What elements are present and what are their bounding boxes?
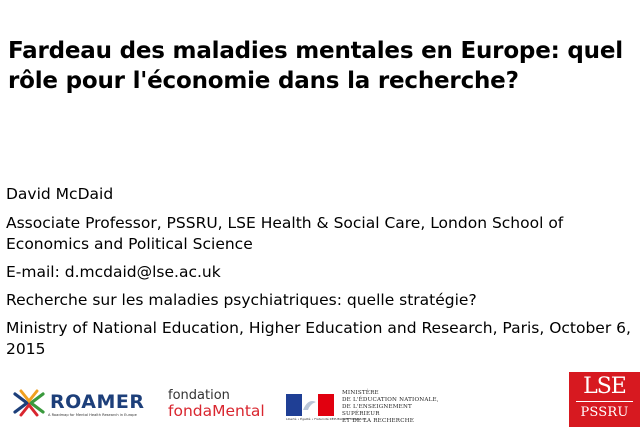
- author-email: E-mail: d.mcdaid@lse.ac.uk: [6, 263, 221, 281]
- lse-divider: [576, 401, 633, 402]
- french-flag-icon: [286, 394, 334, 416]
- ministry-name: [342, 390, 451, 425]
- ministry-logo: [286, 390, 451, 422]
- ministry-line2: DE L'ÉDUCATION NATIONALE,: [342, 397, 439, 403]
- slide-title-line2: rôle pour l'économie dans la recherche?: [8, 68, 519, 94]
- ministry-line4: ET DE LA RECHERCHE: [342, 418, 415, 424]
- roamer-tagline: A Roadmap for Mental Health Research in Europe: [48, 413, 137, 417]
- conference-title: Recherche sur les maladies psychiatriques: quelle stratégie?: [6, 291, 477, 309]
- ministry-line3: DE L'ENSEIGNEMENT SUPÉRIEUR: [342, 404, 412, 417]
- roamer-wordmark: ROAMER: [50, 391, 145, 413]
- lse-pssru-logo: [569, 372, 640, 427]
- lse-wordmark: LSE: [583, 374, 626, 399]
- conference-venue: Ministry of National Education, Higher Education and Research, Paris, October 6, 2015: [6, 319, 631, 358]
- ministry-republic-text: Liberté • Égalité • Fraternité RÉPUBLIQUE FRANÇAISE: [286, 417, 367, 421]
- roamer-logo: [12, 388, 144, 420]
- roamer-mark-icon: [12, 388, 46, 418]
- slide-body: [6, 184, 631, 367]
- slide-title: [8, 36, 628, 96]
- fondamental-line1: fondation: [168, 388, 230, 403]
- fondamental-logo: [168, 388, 273, 422]
- ministry-line1: MINISTÈRE: [342, 390, 379, 396]
- fondamental-line2: fondaMental: [168, 402, 265, 420]
- pssru-wordmark: PSSRU: [580, 405, 629, 420]
- author-name: David McDaid: [6, 185, 114, 203]
- slide-title-line1: Fardeau des maladies mentales en Europe: quel: [8, 38, 623, 64]
- author-affiliation: Associate Professor, PSSRU, LSE Health & Social Care, London School of Economics and Political Science: [6, 214, 564, 253]
